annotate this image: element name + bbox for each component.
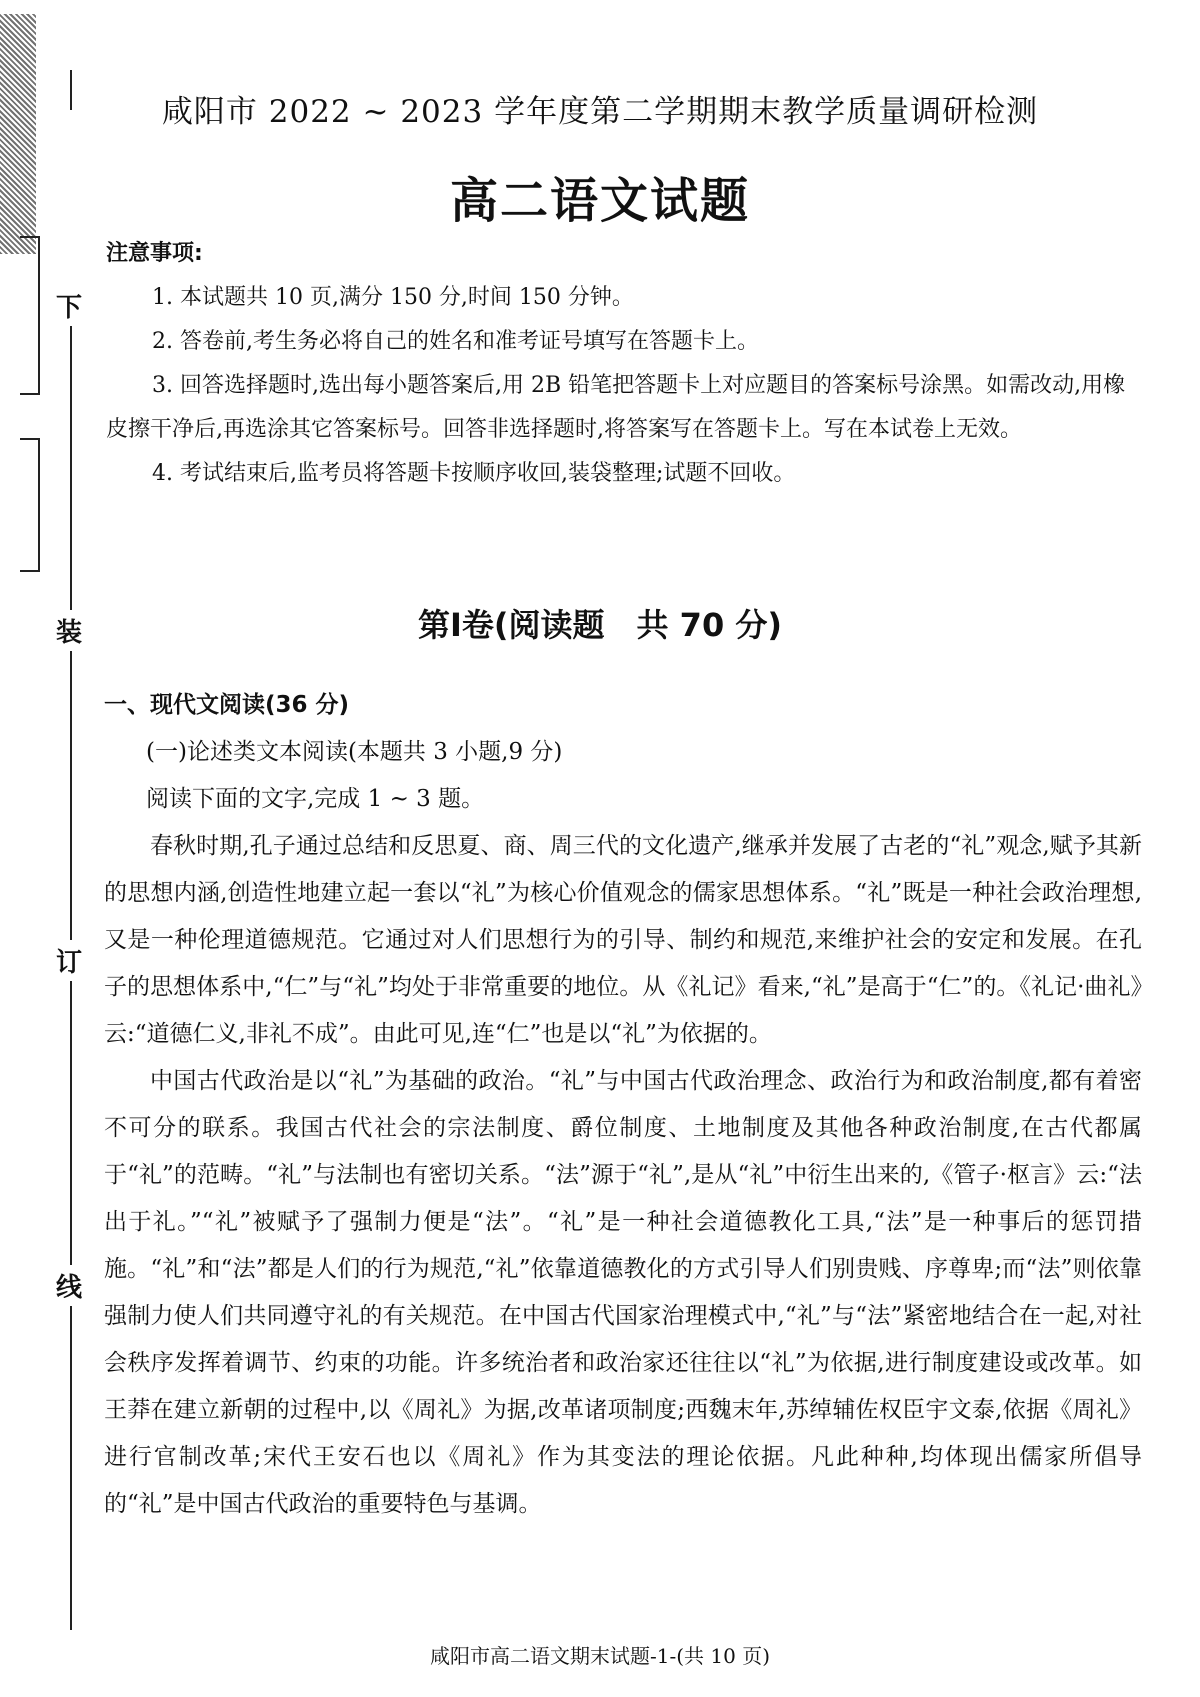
- notice-item: 3. 回答选择题时,选出每小题答案后,用 2B 铅笔把答题卡上对应题目的答案标号涂黑。如需改动,用橡皮擦干净后,再选涂其它答案标号。回答非选择题时,将答案写在答题卡上。写在本试卷上无效。: [106, 373, 1126, 442]
- part-title: 第Ⅰ卷(阅读题 共 70 分): [418, 606, 782, 644]
- notice-item: 4. 考试结束后,监考员将答题卡按顺序收回,装袋整理;试题不回收。: [152, 461, 796, 486]
- reading-instruction: 阅读下面的文字,完成 1 ~ 3 题。: [146, 786, 485, 812]
- binding-bracket-upper: [20, 236, 40, 395]
- passage-paragraph: 中国古代政治是以“礼”为基础的政治。“礼”与中国古代政治理念、政治行为和政治制度,都有着密不可分的联系。我国古代社会的宗法制度、爵位制度、土地制度及其他各种政治制度,在古代都属于“礼”的范畴。“礼”与法制也有密切关系。“法”源于“礼”,是从“礼”中衍生出来的,《管子·枢言》云:“法出于礼。”“礼”被赋予了强制力便是“法”。“礼”是一种社会道德教化工具,“法”是一种事后的惩罚措施。“礼”和“法”都是人们的行为规范,“礼”依靠道德教化的方式引导人们别贵贱、序尊卑;而“法”则依靠强制力使人们共同遵守礼的有关规范。在中国古代国家治理模式中,“礼”与“法”紧密地结合在一起,对社会秩序发挥着调节、约束的功能。许多统治者和政治家还往往以“礼”为依据,进行制度建设或改革。如王莽在建立新朝的过程中,以《周礼》为据,改革诸项制度;西魏末年,苏绰辅佐权臣宇文泰,依据《周礼》进行官制改革;宋代王安石也以《周礼》作为其变法的理论依据。凡此种种,均体现出儒家所倡导的“礼”是中国古代政治的重要特色与基调。: [104, 1068, 1142, 1517]
- exam-header: 咸阳市 2022 ~ 2023 学年度第二学期期末教学质量调研检测: [161, 94, 1039, 130]
- binding-label-ding: 订: [56, 940, 82, 981]
- passage-paragraph: 春秋时期,孔子通过总结和反思夏、商、周三代的文化遗产,继承并发展了古老的“礼”观念,赋予其新的思想内涵,创造性地建立起一套以“礼”为核心价值观念的儒家思想体系。“礼”既是一种社会政治理想,又是一种伦理道德规范。它通过对人们思想行为的引导、制约和规范,来维护社会的安定和发展。在孔子的思想体系中,“仁”与“礼”均处于非常重要的地位。从《礼记》看来,“礼”是高于“仁”的。《礼记·曲礼》云:“道德仁义,非礼不成”。由此可见,连“仁”也是以“礼”为依据的。: [104, 833, 1142, 1047]
- page-footer: 咸阳市高二语文期末试题-1-(共 10 页): [429, 1644, 770, 1668]
- subsection-heading: (一)论述类文本阅读(本题共 3 小题,9 分): [146, 739, 563, 765]
- notice-item: 1. 本试题共 10 页,满分 150 分,时间 150 分钟。: [152, 285, 634, 310]
- notice-heading: 注意事项:: [106, 241, 203, 266]
- binding-label-xia: 下: [56, 285, 82, 326]
- binding-bracket-lower: [20, 438, 40, 572]
- notice-item: 2. 答卷前,考生务必将自己的姓名和准考证号填写在答题卡上。: [152, 329, 759, 354]
- reading-section: [104, 682, 1142, 1528]
- section-heading: 一、现代文阅读(36 分): [104, 692, 350, 718]
- page-title: 高二语文试题: [449, 173, 750, 229]
- binding-label-zhuang: 装: [56, 610, 82, 651]
- notice-section: [106, 232, 1140, 496]
- binding-label-xian: 线: [56, 1265, 82, 1306]
